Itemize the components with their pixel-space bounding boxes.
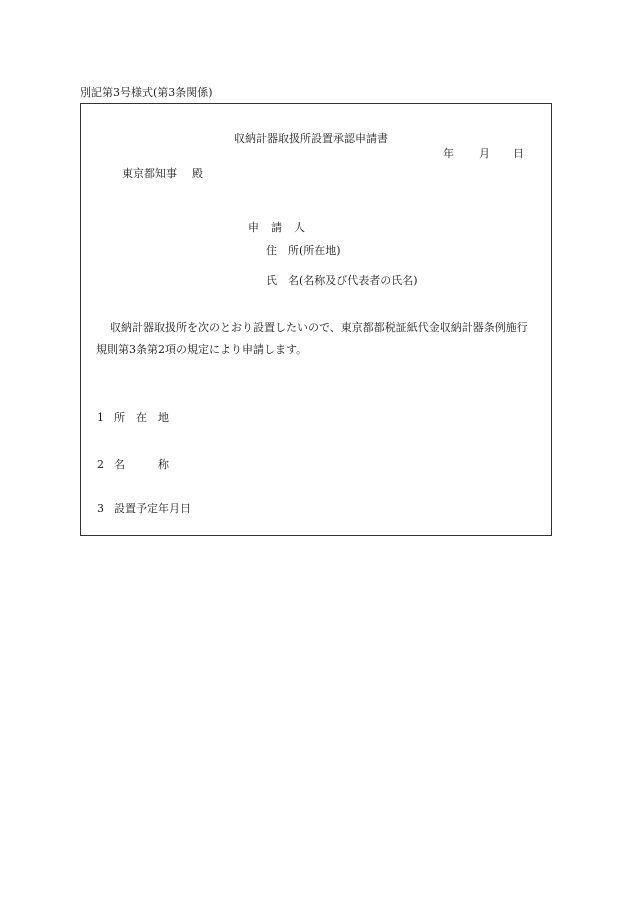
addressee-name: 東京都知事 [122, 167, 177, 180]
body-text-line: 規則第3条第2項の規定により申請します。 [96, 343, 308, 356]
item-label-location: 所 在 地 [114, 411, 169, 424]
item-number: 2 [97, 458, 104, 471]
addressee-honorific: 殿 [192, 167, 203, 180]
document-title: 収納計器取扱所設置承認申請書 [234, 132, 388, 145]
applicant-heading-char: 人 [294, 221, 305, 234]
applicant-heading-char: 申 [248, 221, 259, 234]
item-label-planned-date: 設置予定年月日 [114, 502, 191, 515]
date-day-label: 日 [513, 147, 524, 160]
applicant-heading-char: 請 [271, 221, 282, 234]
item-number: 1 [97, 411, 104, 424]
form-style-label: 別記第3号様式(第3条関係) [80, 86, 213, 99]
item-label-name: 名 称 [114, 458, 169, 471]
date-year-label: 年 [443, 147, 454, 160]
item-number: 3 [97, 502, 104, 515]
date-month-label: 月 [479, 147, 490, 160]
applicant-name-label: 氏 名(名称及び代表者の氏名) [266, 274, 418, 287]
body-text-line: 収納計器取扱所を次のとおり設置したいので、東京都都税証紙代金収納計器条例施行 [110, 321, 528, 334]
applicant-address-label: 住 所(所在地) [266, 244, 341, 257]
